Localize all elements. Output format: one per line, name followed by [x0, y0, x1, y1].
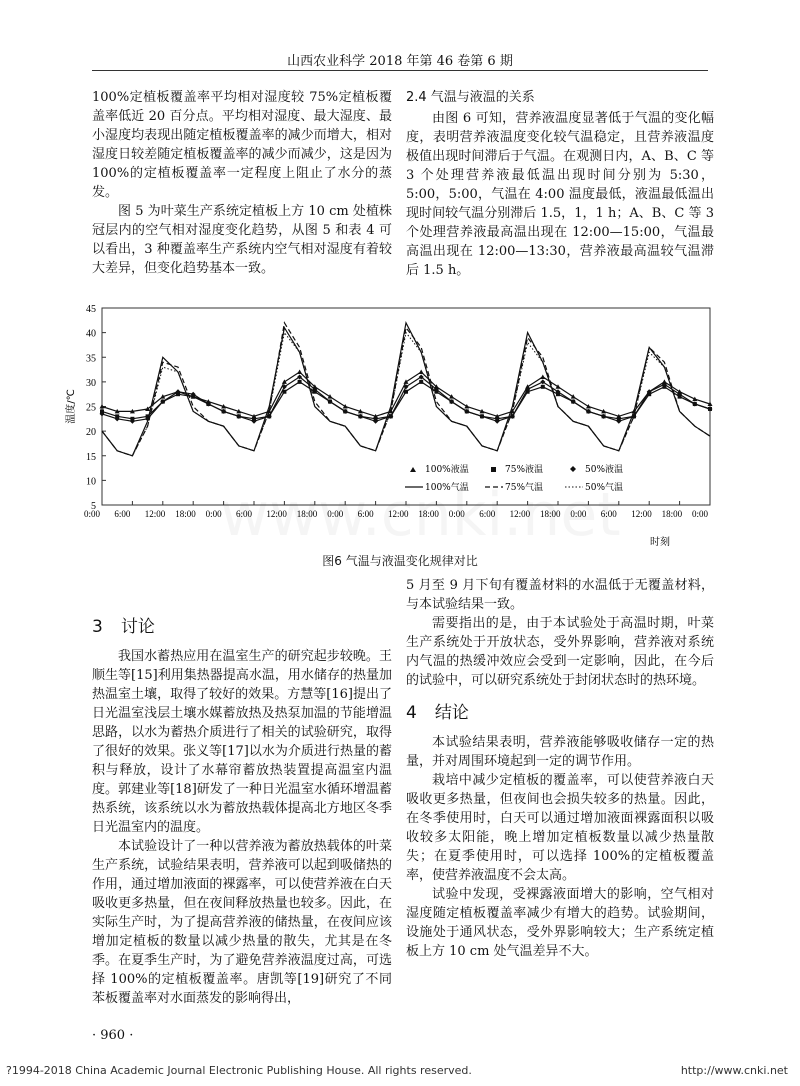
paragraph: 由图 6 可知，营养液温度显著低于气温的变化幅度，表明营养液温度变化较气温稳定，且营养液温度极值出现时间滞后于气温。在观测日内，A、B、C 等 3 个处理营养液最低温出现时间分别为 5:30，5:00，5:00，气温在 4:00 温度最低，液温最低温出现时间较气温分别滞后 1.5，1，1 h；A、B、C 等 3 个处理营养液最高温出现在 12:00—15:00，气温最高温出现在 12:00—13:30，营养液最高温较气温滞后 1.5 h。 [406, 111, 714, 278]
x-tick-label: 0:00 [205, 509, 222, 519]
x-tick-label: 0:00 [692, 509, 709, 519]
x-tick-label: 18:00 [175, 509, 196, 519]
legend-label: 100%气温 [425, 483, 469, 493]
data-point [419, 370, 424, 375]
paragraph: 5 月至 9 月下旬有覆盖材料的水温低于无覆盖材料，与本试验结果一致。 [406, 578, 714, 612]
section-title: 结论 [434, 703, 469, 723]
data-point [540, 374, 545, 379]
x-tick-label: 0:00 [327, 509, 344, 519]
legend-label: 100%液温 [425, 465, 469, 475]
right-column-bottom [406, 576, 714, 961]
x-tick-label: 12:00 [631, 509, 652, 519]
legend-label: 50%液温 [585, 465, 624, 475]
paragraph: 本试验设计了一种以营养液为蓄放热载体的叶菜生产系统，试验结果表明，营养液可以起到吸储热的作用，通过增加液面的裸露率，可以使营养液在白天吸收更多热量，但在夜间释放热量也较多。因此，在实际生产时，为了提高营养液的储热量，在夜间应该增加定植板的数量以减少热量的散失，尤其是在冬季。在夏季生产时，为了避免营养液温度过高，可选择 100%的定植板覆盖率。唐凯等[19]研究了不同苯板覆盖率对水面蒸发的影响得出， [92, 839, 392, 1006]
y-axis-label: 温度/℃ [66, 389, 77, 424]
y-tick-label: 45 [86, 304, 96, 315]
x-tick-label: 18:00 [296, 509, 318, 519]
x-tick-label: 6:00 [357, 509, 374, 519]
running-header: 山西农业科学 2018 年第 46 卷第 6 期 [287, 54, 513, 69]
legend-marker [491, 467, 496, 472]
data-point [541, 385, 545, 389]
x-tick-label: 6:00 [114, 509, 131, 519]
figure-6 [60, 300, 740, 570]
legend-marker [410, 467, 416, 472]
page-number: · 960 · [92, 1028, 134, 1043]
section-number: 3 [92, 617, 103, 637]
y-tick-label: 30 [86, 377, 96, 389]
x-tick-label: 18:00 [540, 509, 561, 519]
section-number: 4 [406, 703, 417, 723]
x-tick-label: 12:00 [266, 509, 287, 519]
figure-caption: 图6 气温与液温变化规律对比 [322, 554, 478, 568]
section-heading [406, 704, 714, 723]
data-point [419, 380, 423, 384]
paragraph: 试验中发现，受裸露液面增大的影响，空气相对湿度随定植板覆盖率减少有增大的趋势。试验期间，设施处于通风状态，受外界影响较大；生产系统定植板上方 10 cm 处气温差异不大。 [406, 887, 714, 959]
x-tick-label: 12:00 [388, 509, 409, 519]
paragraph: 栽培中减少定植板的覆盖率，可以使营养液白天吸收更多热量，但夜间也会损失较多的热量。因此，在冬季使用时，白天可以通过增加液面裸露面积以吸收较多太阳能，晚上增加定植板数量以减少热量散失；在夏季使用时，可以选择 100%的定植板覆盖率，使营养液温度不会太高。 [406, 773, 714, 883]
x-tick-label: 18:00 [661, 509, 683, 519]
left-column-top [92, 88, 392, 278]
right-column-top [406, 88, 714, 280]
legend-label: 75%液温 [505, 465, 544, 475]
y-tick-label: 10 [86, 476, 96, 488]
y-tick-label: 15 [86, 451, 96, 463]
x-tick-label: 0:00 [448, 509, 465, 519]
x-tick-label: 0:00 [570, 509, 587, 519]
y-tick-label: 35 [86, 353, 96, 365]
legend-label: 75%气温 [505, 483, 544, 493]
paragraph: 100%定植板覆盖率平均相对湿度较 75%定植板覆盖率低近 20 百分点。平均相对湿度、最大湿度、最小湿度均表现出随定植板覆盖率的减少而增大，相对湿度日较差随定植板覆盖率的减少而减少，这是因为 100%的定植板覆盖率一定程度上阻止了水分的蒸发。 [92, 90, 392, 200]
section-heading [92, 618, 392, 637]
section-title: 讨论 [120, 617, 155, 637]
plot-frame [102, 308, 710, 505]
paragraph: 需要指出的是，由于本试验处于高温时期，叶菜生产系统处于开放状态，受外界影响，营养液对系统内气温的热缓冲效应会受到一定影响，因此，在今后的试验中，可以研究系统处于封闭状态时的热环境。 [406, 616, 714, 688]
paragraph: 我国水蓄热应用在温室生产的研究起步较晚。王顺生等[15]利用集热器提高水温，用水储存的热量加热温室土壤，取得了较好的效果。方慧等[16]提出了日光温室浅层土壤水媒蓄放热及热泵加温的节能增温思路，以水为蓄热介质进行了相关的试验研究，取得了很好的效果。张义等[17]以水为介质进行热量的蓄积与释放，设计了水幕帘蓄放热装置提高温室内温度。郭建业等[18]研发了一种日光温室水循环增温蓄热系统，该系统以水为蓄放热载体提高北方地区冬季日光温室内的温度。 [92, 649, 392, 835]
copyright-notice: ?1994-2018 China Academic Journal Electronic Publishing House. All rights reserved. [6, 1064, 472, 1077]
x-tick-label: 18:00 [418, 509, 439, 519]
left-column-bottom [92, 612, 392, 1008]
header-rule [92, 70, 708, 71]
x-tick-label: 6:00 [236, 509, 253, 519]
paragraph: 图 5 为叶菜生产系统定植板上方 10 cm 处植株冠层内的空气相对湿度变化趋势，从图 5 和表 4 可以看出，3 种覆盖率生产系统内空气相对湿度有着较大差异，但变化趋势基本一致。 [92, 204, 392, 276]
legend-marker [570, 466, 576, 472]
paragraph: 本试验结果表明，营养液能够吸收储存一定的热量，并对周围环境起到一定的调节作用。 [406, 735, 714, 769]
y-tick-label: 5 [91, 501, 96, 512]
x-tick-label: 12:00 [509, 509, 531, 519]
x-axis-label: 时刻 [650, 537, 670, 548]
y-tick-label: 20 [86, 427, 96, 439]
data-point [298, 380, 302, 384]
x-tick-label: 12:00 [144, 509, 166, 519]
x-tick-label: 0:00 [84, 509, 101, 519]
legend-label: 50%气温 [585, 483, 624, 493]
y-tick-label: 25 [86, 402, 96, 414]
y-tick-label: 40 [86, 328, 96, 340]
subsection-heading: 2.4 气温与液温的关系 [406, 90, 535, 105]
site-link[interactable]: http://www.cnki.net [680, 1064, 788, 1077]
data-point [297, 370, 302, 375]
data-point [328, 394, 333, 399]
data-point [571, 394, 576, 399]
x-tick-label: 6:00 [600, 509, 617, 519]
data-point [449, 394, 454, 399]
watermark [220, 480, 624, 550]
x-tick-label: 6:00 [479, 509, 496, 519]
